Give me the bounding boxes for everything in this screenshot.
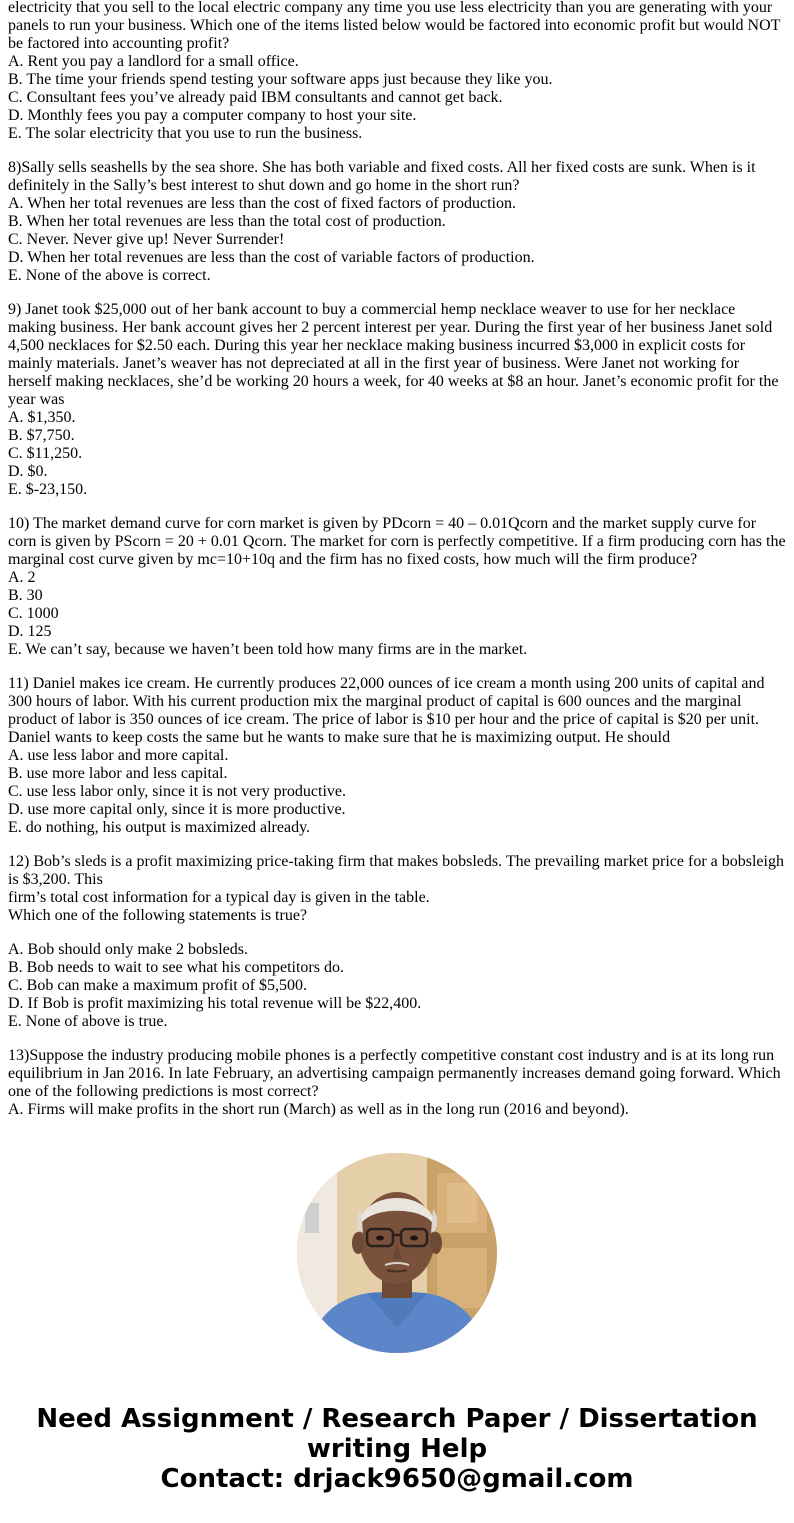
answer-option: A. Rent you pay a landlord for a small office. bbox=[8, 53, 299, 70]
question-text: product of labor is 350 ounces of ice cream. The price of labor is $10 per hour and the price of capital is $20 per unit. bbox=[8, 711, 760, 728]
question-text: 8)Sally sells seashells by the sea shore. She has both variable and fixed costs. All her fixed costs are sunk. When is it bbox=[8, 159, 756, 176]
answer-option: E. None of above is true. bbox=[8, 1013, 168, 1030]
answer-option: D. Monthly fees you pay a computer company to host your site. bbox=[8, 107, 417, 124]
answer-option: C. Never. Never give up! Never Surrender! bbox=[8, 231, 285, 248]
answer-option: A. Firms will make profits in the short run (March) as well as in the long run (2016 and beyond). bbox=[8, 1101, 629, 1118]
answer-option: A. $1,350. bbox=[8, 409, 76, 426]
question-text: definitely in the Sally’s best interest to shut down and go home in the short run? bbox=[8, 177, 520, 194]
answer-option: D. When her total revenues are less than the cost of variable factors of production. bbox=[8, 249, 535, 266]
answer-option: D. use more capital only, since it is more productive. bbox=[8, 801, 346, 818]
question-text: 12) Bob’s sleds is a profit maximizing price-taking firm that makes bobsleds. The prevailing market price for a bobsleigh bbox=[8, 853, 784, 870]
question-9 bbox=[8, 301, 786, 499]
answer-option: C. $11,250. bbox=[8, 445, 83, 462]
question-text: Which one of the following statements is true? bbox=[8, 907, 308, 924]
question-text: making business. Her bank account gives her 2 percent interest per year. During the first year of her business Janet sold bbox=[8, 319, 773, 336]
answer-option: C. use less labor only, since it is not very productive. bbox=[8, 783, 347, 800]
answer-option: E. $-23,150. bbox=[8, 481, 88, 498]
question-7 bbox=[8, 0, 786, 143]
answer-option: C. Consultant fees you’ve already paid IBM consultants and cannot get back. bbox=[8, 89, 503, 106]
question-text: 11) Daniel makes ice cream. He currently produces 22,000 ounces of ice cream a month using 200 units of capital and bbox=[8, 675, 765, 692]
answer-option: E. The solar electricity that you use to run the business. bbox=[8, 125, 363, 142]
document-body bbox=[8, 0, 786, 1135]
answer-option: D. 125 bbox=[8, 623, 52, 640]
answer-option: B. The time your friends spend testing your software apps just because they like you. bbox=[8, 71, 553, 88]
answer-option: B. Bob needs to wait to see what his competitors do. bbox=[8, 959, 344, 976]
answer-option: E. We can’t say, because we haven’t been told how many firms are in the market. bbox=[8, 641, 528, 658]
answer-option: E. do nothing, his output is maximized already. bbox=[8, 819, 311, 836]
author-avatar bbox=[297, 1153, 497, 1353]
question-12-options bbox=[8, 941, 786, 1031]
question-text: firm’s total cost information for a typical day is given in the table. bbox=[8, 889, 430, 906]
question-text: mainly materials. Janet’s weaver has not depreciated at all in the first year of business. Were Janet not working for bbox=[8, 355, 740, 372]
answer-option: C. Bob can make a maximum profit of $5,500. bbox=[8, 977, 308, 994]
question-text: equilibrium in Jan 2016. In late February, an advertising campaign permanently increases demand going forward. Which bbox=[8, 1065, 781, 1082]
answer-option: C. 1000 bbox=[8, 605, 59, 622]
question-text: 10) The market demand curve for corn market is given by PDcorn = 40 – 0.01Qcorn and the market supply curve for bbox=[8, 515, 757, 532]
answer-option: E. None of the above is correct. bbox=[8, 267, 211, 284]
banner-line: Need Assignment / Research Paper / Dissertation bbox=[36, 1404, 758, 1434]
question-text: marginal cost curve given by mc=10+10q and the firm has no fixed costs, how much will the firm produce? bbox=[8, 551, 698, 568]
question-text: be factored into accounting profit? bbox=[8, 35, 230, 52]
question-text: 300 hours of labor. With his current production mix the marginal product of capital is 600 ounces and the marginal bbox=[8, 693, 742, 710]
question-11 bbox=[8, 675, 786, 837]
question-text: 13)Suppose the industry producing mobile phones is a perfectly competitive constant cost industry and is at its long run bbox=[8, 1047, 775, 1064]
banner-line: writing Help bbox=[306, 1434, 488, 1464]
question-text: 9) Janet took $25,000 out of her bank account to buy a commercial hemp necklace weaver to use for her necklace bbox=[8, 301, 736, 318]
author-photo bbox=[297, 1153, 497, 1353]
question-text: corn is given by PScorn = 20 + 0.01 Qcorn. The market for corn is perfectly competitive. If a firm producing corn has the bbox=[8, 533, 786, 550]
answer-option: B. $7,750. bbox=[8, 427, 75, 444]
answer-option: B. 30 bbox=[8, 587, 43, 604]
answer-option: B. When her total revenues are less than the total cost of production. bbox=[8, 213, 446, 230]
question-text: is $3,200. This bbox=[8, 871, 103, 888]
question-text: 4,500 necklaces for $2.50 each. During this year her necklace making business incurred $3,000 in explicit costs for bbox=[8, 337, 746, 354]
question-text: electricity that you sell to the local electric company any time you use less electricity than you are generating with your bbox=[8, 0, 773, 16]
question-text: one of the following predictions is most correct? bbox=[8, 1083, 319, 1100]
question-text: herself making necklaces, she’d be working 20 hours a week, for 40 weeks at $8 an hour. Janet’s economic profit for the bbox=[8, 373, 779, 390]
contact-banner bbox=[0, 1404, 794, 1494]
question-text: panels to run your business. Which one of the items listed below would be factored into economic profit but would NOT bbox=[8, 17, 781, 34]
answer-option: B. use more labor and less capital. bbox=[8, 765, 228, 782]
question-text: year was bbox=[8, 391, 65, 408]
answer-option: A. Bob should only make 2 bobsleds. bbox=[8, 941, 248, 958]
question-10 bbox=[8, 515, 786, 659]
answer-option: D. $0. bbox=[8, 463, 48, 480]
answer-option: D. If Bob is profit maximizing his total revenue will be $22,400. bbox=[8, 995, 422, 1012]
contact-email: Contact: drjack9650@gmail.com bbox=[160, 1464, 634, 1494]
answer-option: A. use less labor and more capital. bbox=[8, 747, 229, 764]
question-text: Daniel wants to keep costs the same but he wants to make sure that he is maximizing output. He should bbox=[8, 729, 671, 746]
question-8 bbox=[8, 159, 786, 285]
question-13 bbox=[8, 1047, 786, 1119]
answer-option: A. When her total revenues are less than the cost of fixed factors of production. bbox=[8, 195, 516, 212]
question-12 bbox=[8, 853, 786, 925]
answer-option: A. 2 bbox=[8, 569, 36, 586]
